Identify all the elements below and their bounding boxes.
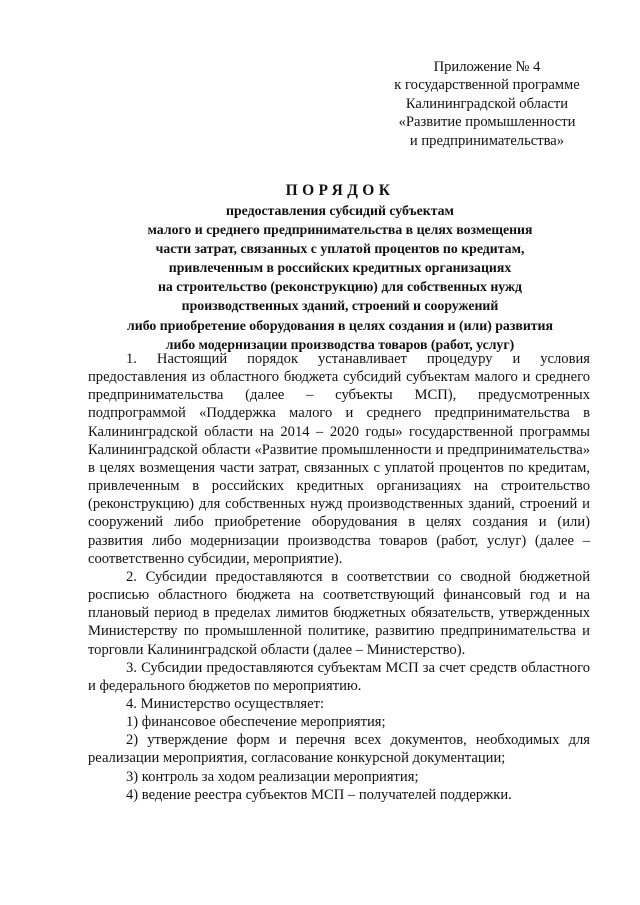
title-heading: ПОРЯДОК <box>285 182 395 199</box>
title-line: предоставления субсидий субъектам <box>226 203 454 218</box>
paragraph: 4. Министерство осуществляет: <box>126 695 324 712</box>
title-line: на строительство (реконструкцию) для собственных нужд <box>157 279 523 295</box>
document-body <box>88 350 590 804</box>
appendix-line: и предпринимательства» <box>409 132 565 149</box>
title-line: части затрат, связанных с уплатой процентов по кредитам, <box>155 241 525 257</box>
title-line: либо модернизации производства товаров (работ, услуг) <box>165 336 515 352</box>
title-line: либо приобретение оборудования в целях создания и (или) развития <box>127 317 553 333</box>
appendix-line: к государственной программе <box>394 77 580 94</box>
list-item: 2) утверждение форм и перечня всех документов, необходимых для реализации мероприятия, согласование конкурсной документации; <box>88 732 590 767</box>
paragraph: 2. Субсидии предоставляются в соответствии со сводной бюджетной росписью областного бюджета на соответствующий финансовый год и на плановый период в пределах лимитов бюджетных обязательств, утвержденных Министерству по промышленной политике, развитию предпринимательства и торговли Калининградской области (далее – Министерство). <box>88 568 590 658</box>
appendix-line: Калининградской области <box>405 95 569 112</box>
title-line: производственных зданий, строений и сооружений <box>181 298 499 314</box>
title-line: малого и среднего предпринимательства в целях возмещения <box>147 222 533 238</box>
appendix-line: Приложение № 4 <box>433 59 541 75</box>
list-item: 4) ведение реестра субъектов МСП – получателей поддержки. <box>126 786 512 803</box>
title-line: привлеченным в российских кредитных организациях <box>168 260 512 276</box>
paragraph: 1. Настоящий порядок устанавливает процедуру и условия предоставления из областного бюджета субсидий субъектам малого и среднего предпринимательства (далее – субъекты МСП), предусмотренных подпрограммой «Поддержка малого и среднего предпринимательства в Калининградской области на 2014 – 2020 годы» государственной программы Калининградской области «Развитие промышленности и предпринимательства» в целях возмещения части затрат, связанных с уплатой процентов по кредитам, привлеченным в российских кредитных организациях на строительство (реконструкцию) для собственных нужд производственных зданий, строений и сооружений либо приобретение оборудования в целях создания и (или) развития либо модернизации производства товаров (работ, услуг) (далее – соответственно субсидии, мероприятие). <box>88 351 590 567</box>
appendix-line: «Развитие промышленности <box>398 114 576 131</box>
list-item: 3) контроль за ходом реализации мероприятия; <box>126 768 419 785</box>
paragraph: 3. Субсидии предоставляются субъектам МСП за счет средств областного и федерального бюджетов по мероприятию. <box>88 659 590 694</box>
appendix-note <box>372 58 602 150</box>
list-item: 1) финансовое обеспечение мероприятия; <box>126 714 386 731</box>
document-title <box>70 181 610 354</box>
